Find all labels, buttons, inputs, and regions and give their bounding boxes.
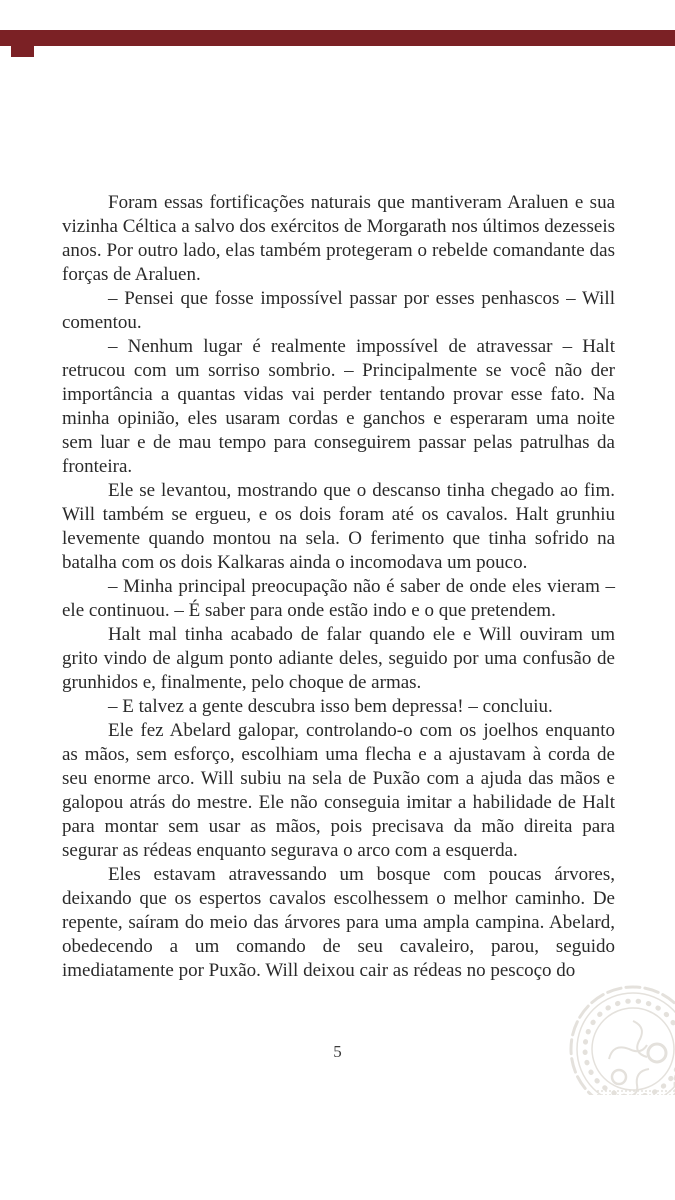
paragraph: Halt mal tinha acabado de falar quando ele e Will ouviram um grito vindo de algum ponto adiante deles, seguido por uma confusão de grunhidos e, finalmente, pelo choque de armas.	[62, 624, 615, 693]
paragraph: – Pensei que fosse impossível passar por esses penhascos – Will comentou.	[62, 288, 615, 333]
text-block	[62, 191, 615, 983]
paragraph: Eles estavam atravessando um bosque com poucas árvores, deixando que os espertos cavalos escolhessem o melhor caminho. De repente, saíram do meio das árvores para uma ampla campina. Abelard, obedecendo a um comando de seu cavaleiro, parou, seguido imediatamente por Puxão. Will deixou cair as rédeas no pescoço do	[62, 864, 615, 981]
paragraph: – Minha principal preocupação não é saber de onde eles vieram – ele continuou. – É saber para onde estão indo e o que pretendem.	[62, 576, 615, 621]
paragraph: – E talvez a gente descubra isso bem depressa! – concluiu.	[108, 696, 553, 717]
paragraph: Foram essas fortificações naturais que mantiveram Araluen e sua vizinha Céltica a salvo dos exércitos de Morgarath nos últimos dezesseis anos. Por outro lado, elas também protegeram o rebelde comandante das forças de Araluen.	[62, 192, 615, 285]
paragraph: Ele fez Abelard galopar, controlando-o com os joelhos enquanto as mãos, sem esforço, escolhiam uma flecha e a ajustavam à corda de seu enorme arco. Will subiu na sela de Puxão com a ajuda das mãos e galopou atrás do mestre. Ele não conseguia imitar a habilidade de Halt para montar sem usar as mãos, pois precisava da mão direita para segurar as rédeas enquanto segurava o arco com a esquerda.	[62, 720, 615, 861]
top-red-tab	[11, 41, 34, 57]
floral-medallion-icon	[565, 985, 675, 1095]
page-number: 5	[333, 1042, 342, 1061]
paragraph: Ele se levantou, mostrando que o descanso tinha chegado ao fim. Will também se ergueu, e os dois foram até os cavalos. Halt grunhiu levemente quando montou na sela. O ferimento que tinha sofrido na batalha com os dois Kalkaras ainda o incomodava um pouco.	[62, 480, 615, 573]
paragraph: – Nenhum lugar é realmente impossível de atravessar – Halt retrucou com um sorriso sombrio. – Principalmente se você não der importância a quantas vidas vai perder tentando provar esse fato. Na minha opinião, eles usaram cordas e ganchos e esperaram uma noite sem luar e de mau tempo para conseguirem passar pelas patrulhas da fronteira.	[62, 336, 615, 477]
top-red-bar	[0, 30, 675, 46]
